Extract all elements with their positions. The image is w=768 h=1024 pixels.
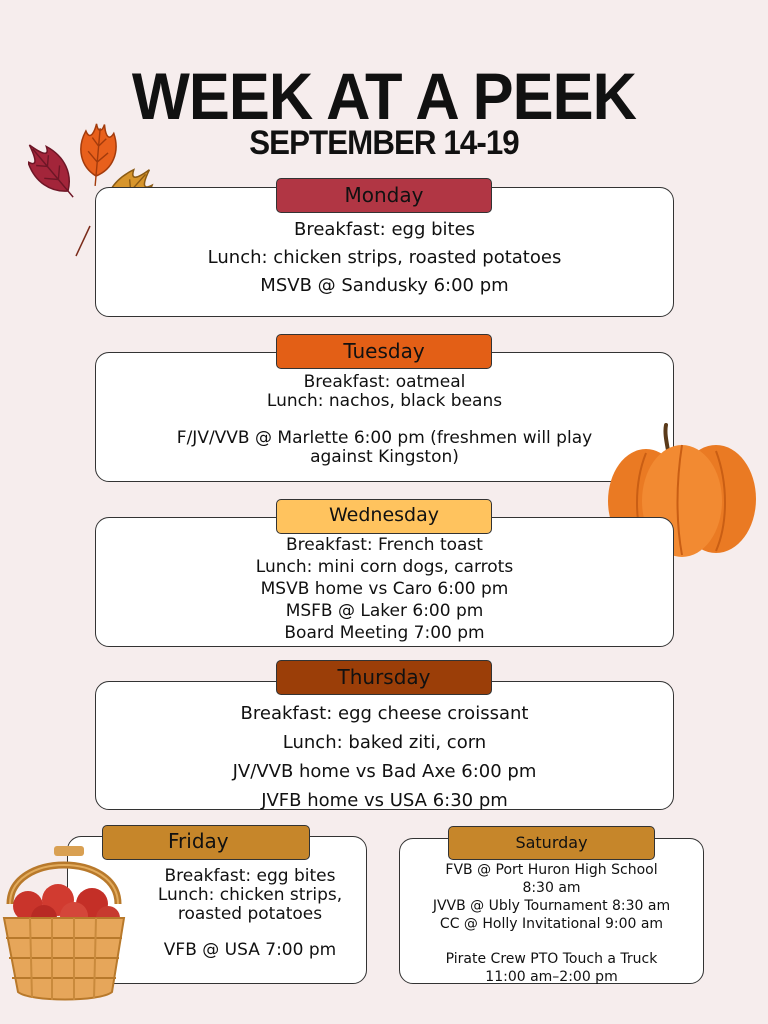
thursday-line: JV/VVB home vs Bad Axe 6:00 pm [232,761,537,782]
date-range: SEPTEMBER 14-19 [249,124,519,162]
page-title: WEEK AT A PEEK [131,59,637,133]
saturday-line: 11:00 am–2:00 pm [485,969,618,985]
apple-basket-icon [0,842,130,1004]
thursday-card [95,681,674,810]
wednesday-line: MSFB @ Laker 6:00 pm [285,601,484,621]
tuesday-line: Breakfast: oatmeal [303,372,466,392]
wednesday-line: Lunch: mini corn dogs, carrots [255,557,514,577]
monday-label: Monday [276,178,492,213]
wednesday-line: Board Meeting 7:00 pm [284,623,485,643]
tuesday-line: Lunch: nachos, black beans [266,391,503,411]
tuesday-card [95,352,674,482]
monday-details [96,216,673,300]
friday-line: Breakfast: egg bites [164,866,336,886]
friday-line: VFB @ USA 7:00 pm [163,940,337,960]
saturday-line: Pirate Crew PTO Touch a Truck [445,951,658,967]
friday-line: Lunch: chicken strips, [157,885,343,905]
saturday-line: FVB @ Port Huron High School [445,862,658,878]
tuesday-label: Tuesday [276,334,492,369]
wednesday-line: Breakfast: French toast [286,535,483,555]
thursday-line: Breakfast: egg cheese croissant [240,703,529,724]
wednesday-card [95,517,674,647]
friday-line [134,924,366,941]
monday-line: MSVB @ Sandusky 6:00 pm [260,275,509,296]
tuesday-details [96,373,673,467]
saturday-label: Saturday [448,826,655,860]
monday-line: Breakfast: egg bites [293,219,476,240]
friday-details [134,867,366,960]
wednesday-details [96,534,673,644]
friday-line: roasted potatoes [177,904,323,924]
saturday-line: JVVB @ Ubly Tournament 8:30 am [432,898,671,914]
saturday-line: 8:30 am [522,880,581,896]
wednesday-label: Wednesday [276,499,492,534]
tuesday-line: against Kingston) [310,447,459,467]
thursday-details [96,699,673,815]
saturday-details [400,861,703,986]
tuesday-line [96,411,673,429]
thursday-line: JVFB home vs USA 6:30 pm [261,790,508,811]
saturday-line [400,933,703,950]
friday-label: Friday [102,825,310,860]
saturday-line: CC @ Holly Invitational 9:00 am [439,916,664,932]
thursday-line: Lunch: baked ziti, corn [282,732,487,753]
thursday-label: Thursday [276,660,492,695]
monday-line: Lunch: chicken strips, roasted potatoes [207,247,562,268]
wednesday-line: MSVB home vs Caro 6:00 pm [260,579,509,599]
tuesday-line: F/JV/VVB @ Marlette 6:00 pm (freshmen will play [176,428,593,448]
